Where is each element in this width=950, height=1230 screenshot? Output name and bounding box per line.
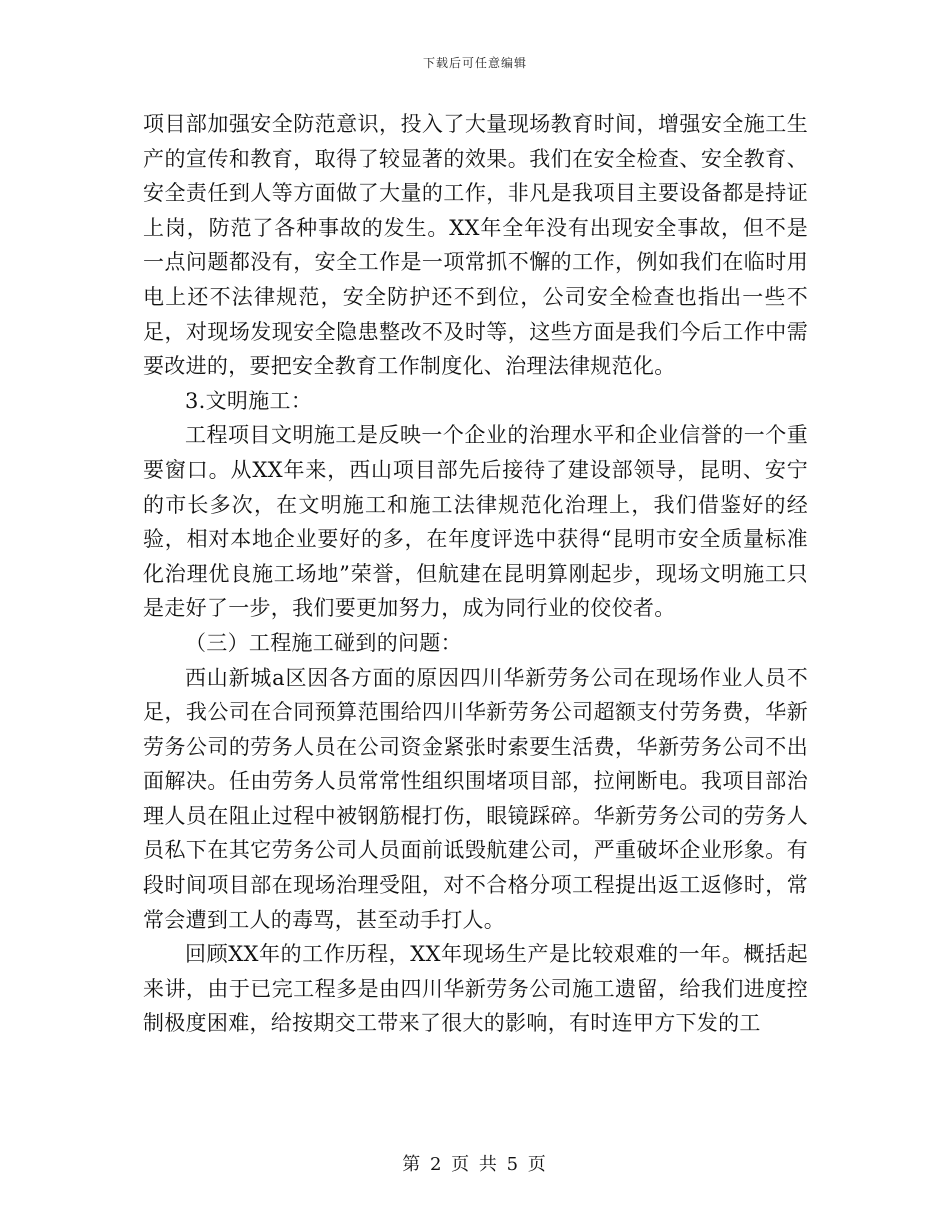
header-note: 下载后可任意编辑	[422, 56, 527, 70]
paragraph-civilized-construction: 工程项目文明施工是反映一个企业的治理水平和企业信誉的一个重要窗口。从XX年来，西山项目部先后接待了建设部领导，昆明、安宁的市长多次，在文明施工和施工法律规范化治理上，我们借鉴好的经验，相对本地企业要好的多，在年度评选中获得“昆明市安全质量标准化治理优良施工场地”荣誉，但航建在昆明算刚起步，现场文明施工只是走好了一步，我们要更加努力，成为同行业的佼佼者。	[143, 423, 808, 621]
paragraph-problems: 西山新城a区因各方面的原因四川华新劳务公司在现场作业人员不足，我公司在合同预算范围给四川华新劳务公司超额支付劳务费，华新劳务公司的劳务人员在公司资金紧张时索要生活费，华新劳务公司不出面解决。任由劳务人员常常性组织围堵项目部，拉闸断电。我项目部治理人员在阻止过程中被钢筋棍打伤，眼镜踩碎。华新劳务公司的劳务人员私下在其它劳务公司人员面前诋毁航建公司，严重破坏企业形象。有段时间项目部在现场治理受阻，对不合格分项工程提出返工返修时，常常会遭到工人的毒骂，甚至动手打人。	[143, 665, 808, 932]
paragraph-safety: 项目部加强安全防范意识，投入了大量现场教育时间，增强安全施工生产的宣传和教育，取得了较显著的效果。我们在安全检查、安全教育、安全责任到人等方面做了大量的工作，非凡是我项目主要设备都是持证上岗，防范了各种事故的发生。XX年全年没有出现安全事故，但不是一点问题都没有，安全工作是一项常抓不懈的工作，例如我们在临时用电上还不法律规范，安全防护还不到位，公司安全检查也指出一些不足，对现场发现安全隐患整改不及时等，这些方面是我们今后工作中需要改进的，要把安全教育工作制度化、治理法律规范化。	[143, 112, 808, 379]
section-heading-civilized-construction: 3.文明施工：	[185, 388, 313, 413]
paragraph-review: 回顾XX年的工作历程，XX年现场生产是比较艰难的一年。概括起来讲，由于已完工程多是由四川华新劳务公司施工遗留，给我们进度控制极度困难，给按期交工带来了很大的影响，有时连甲方下发的工	[143, 942, 808, 1036]
section-heading-problems: （三）工程施工碰到的问题：	[185, 630, 462, 655]
page-number: 第 2 页 共 5 页	[402, 1154, 548, 1175]
document-body	[143, 107, 808, 1041]
